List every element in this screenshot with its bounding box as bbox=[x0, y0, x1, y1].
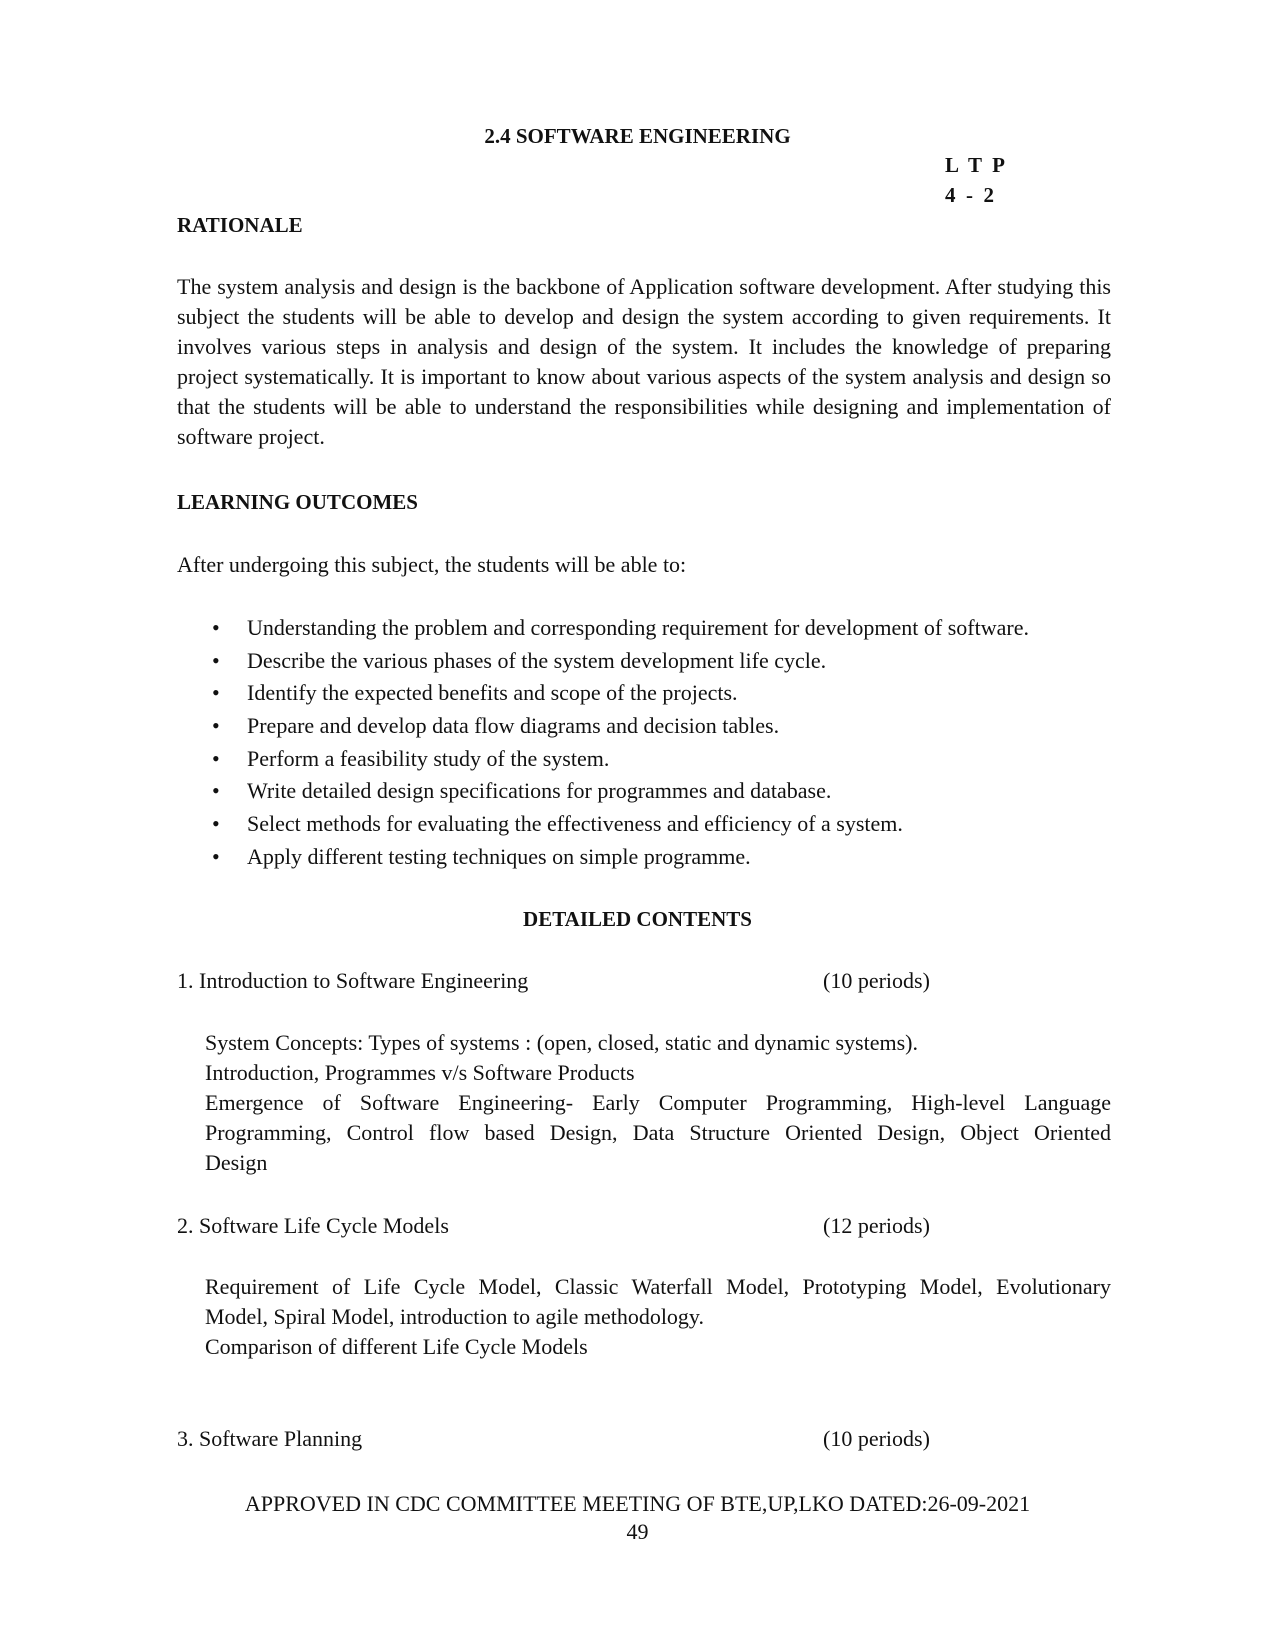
unit-2-periods: (12 periods) bbox=[823, 1213, 930, 1238]
bullet-icon: • bbox=[212, 680, 220, 706]
rationale-text: The system analysis and design is the backbone of Application software development. After studying this subject the students will be able to develop and design the system according to given requirements. It involves various steps in analysis and design of the system. It includes the knowledge of preparing project systematically. It is important to know about various aspects of the system analysis and design so that the students will be able to understand the responsibilities while designing and implementation of software project. bbox=[177, 274, 1111, 449]
content-line: Comparison of different Life Cycle Models bbox=[205, 1334, 588, 1359]
ltp-header: L T P bbox=[945, 153, 1005, 177]
content-line: Introduction, Programmes v/s Software Products bbox=[205, 1060, 635, 1085]
list-item: • Prepare and develop data flow diagrams and decision tables. bbox=[211, 711, 1029, 744]
content-line: System Concepts: Types of systems : (open, closed, static and dynamic systems). bbox=[205, 1030, 918, 1055]
page-title: 2.4 SOFTWARE ENGINEERING bbox=[484, 124, 791, 148]
unit-3-periods: (10 periods) bbox=[823, 1426, 930, 1451]
list-item: • Perform a feasibility study of the system. bbox=[211, 744, 1029, 777]
list-item: • Write detailed design specifications for programmes and database. bbox=[211, 776, 1029, 809]
bullet-icon: • bbox=[212, 615, 220, 640]
list-item: • Understanding the problem and corresponding requirement for development of software. bbox=[211, 613, 1029, 646]
bullet-icon: • bbox=[212, 778, 220, 804]
content-line: Model, Spiral Model, introduction to agile methodology. bbox=[205, 1304, 705, 1329]
content-line: Emergence of Software Engineering- Early Computer Programming, High-level Language bbox=[205, 1090, 1111, 1115]
list-item: • Identify the expected benefits and scope of the projects. bbox=[211, 678, 1029, 711]
list-item: • Select methods for evaluating the effectiveness and efficiency of a system. bbox=[211, 809, 1029, 842]
unit-2-content bbox=[205, 1272, 1111, 1362]
ltp-values: 4 - 2 bbox=[945, 183, 994, 207]
learning-outcomes-heading: LEARNING OUTCOMES bbox=[177, 490, 418, 514]
unit-2-title: 2. Software Life Cycle Models bbox=[177, 1213, 449, 1238]
unit-1-content bbox=[205, 1028, 1111, 1178]
page-number: 49 bbox=[626, 1519, 649, 1544]
page-footer bbox=[0, 1490, 1275, 1546]
unit-3-title: 3. Software Planning bbox=[177, 1426, 363, 1451]
bullet-icon: • bbox=[212, 713, 220, 739]
approval-note: APPROVED IN CDC COMMITTEE MEETING OF BTE,UP,LKO DATED:26-09-2021 bbox=[244, 1491, 1031, 1516]
list-item: • Apply different testing techniques on simple programme. bbox=[211, 842, 1029, 875]
unit-1-periods: (10 periods) bbox=[823, 968, 930, 993]
content-line: Design bbox=[205, 1150, 268, 1175]
rationale-heading: RATIONALE bbox=[177, 213, 303, 237]
learning-outcomes-list bbox=[211, 613, 1029, 875]
bullet-icon: • bbox=[212, 843, 220, 869]
detailed-contents-heading: DETAILED CONTENTS bbox=[523, 907, 752, 931]
bullet-icon: • bbox=[212, 647, 220, 673]
learning-outcomes-intro: After undergoing this subject, the students will be able to: bbox=[177, 552, 687, 577]
bullet-icon: • bbox=[212, 745, 220, 771]
content-line: Programming, Control flow based Design, Data Structure Oriented Design, Object Oriented bbox=[205, 1120, 1111, 1145]
unit-1-title: 1. Introduction to Software Engineering bbox=[177, 968, 529, 993]
list-item: • Describe the various phases of the system development life cycle. bbox=[211, 646, 1029, 679]
bullet-icon: • bbox=[212, 811, 220, 837]
content-line: Requirement of Life Cycle Model, Classic Waterfall Model, Prototyping Model, Evolutionary bbox=[205, 1274, 1111, 1299]
